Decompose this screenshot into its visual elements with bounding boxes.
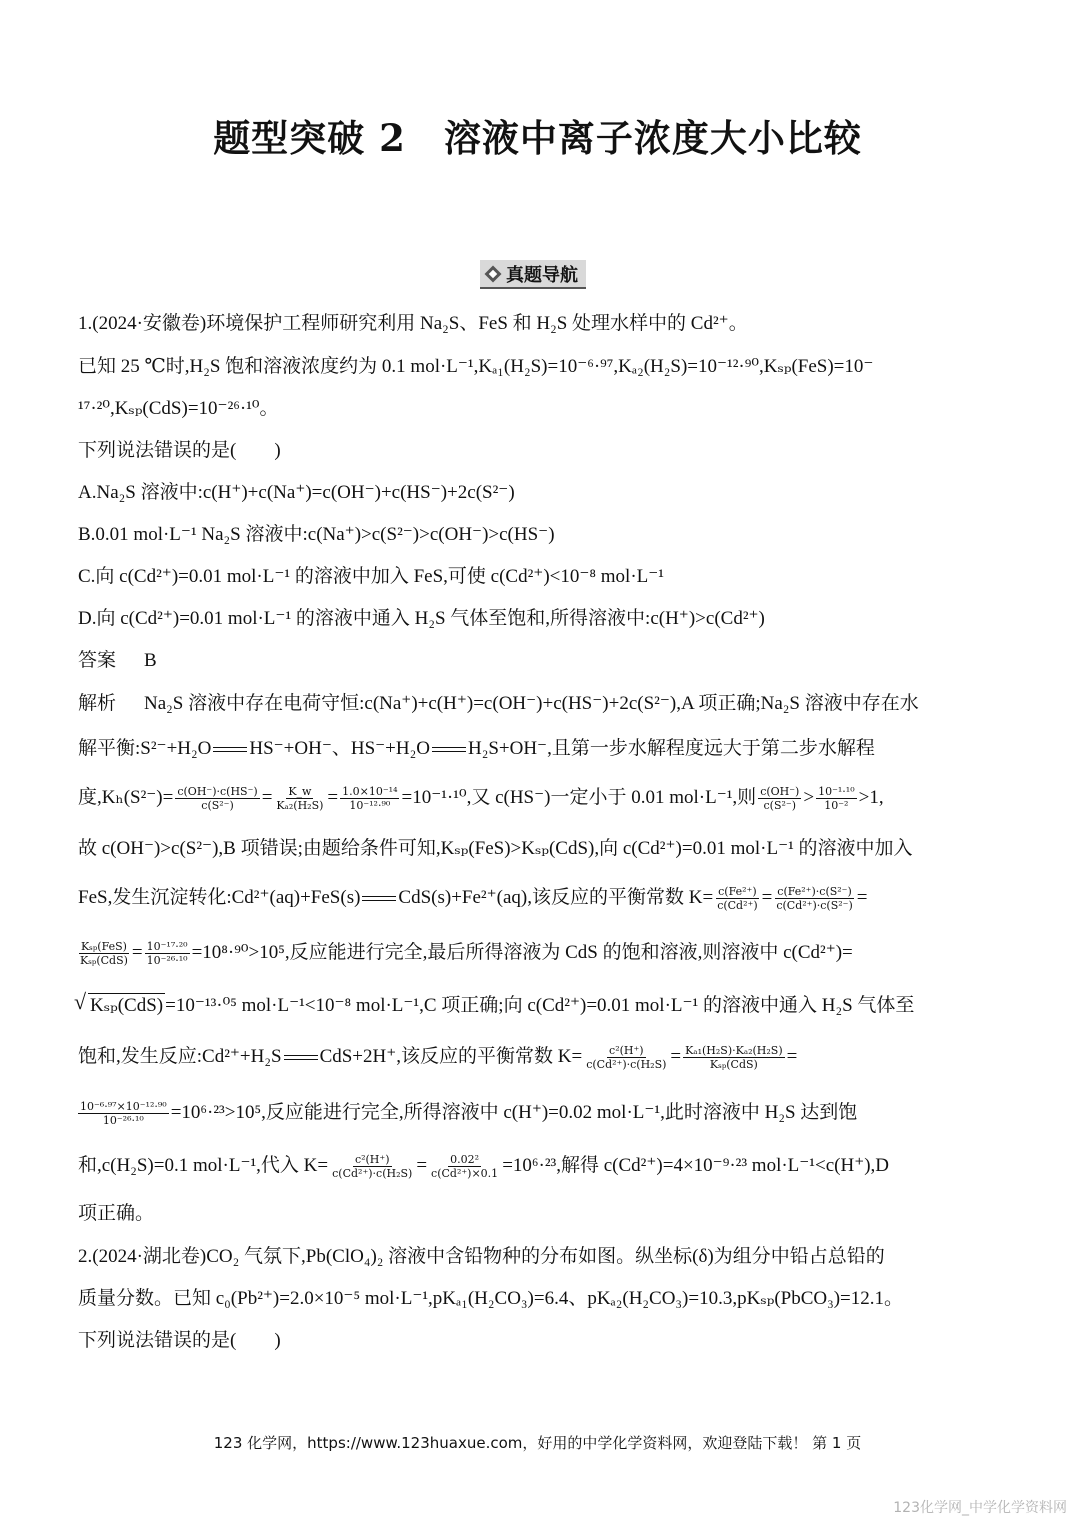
q1-line1: 1.(2024·安徽卷)环境保护工程师研究利用 Na₂S、FeS 和 H₂S 处理水样中的 Cd²⁺。 <box>78 313 748 334</box>
analysis-text: 和,c(H₂S)=0.1 mol·L⁻¹,代入 K= <box>78 1154 329 1176</box>
answer-line <box>78 649 157 673</box>
diamond-icon <box>484 265 502 283</box>
page-footer: 123 化学网，https://www.123huaxue.com，好用的中学化学资料网，欢迎登陆下载！ 第 1 页 <box>213 1434 862 1452</box>
fraction: $\frac{\text{Kₛₚ(FeS)}}{\text{Kₛₚ(CdS)}}$ <box>80 940 128 967</box>
equilibrium-arrow <box>362 895 396 903</box>
analysis-text: 解平衡:S²⁻+H₂O <box>78 738 212 759</box>
q1-line3: ¹⁷·²⁰,Kₛₚ(CdS)=10⁻²⁶·¹⁰。 <box>78 398 279 419</box>
analysis-line-9 <box>78 1100 857 1127</box>
fraction: $\frac{\text{c²(H⁺)}}{\text{c(Cd²⁺)·c(H₂S)}}$ <box>586 1044 667 1071</box>
analysis-line-6: $\frac{\text{Kₛₚ(FeS)}}{\text{Kₛₚ(CdS)}}$ = $\frac{\text{10⁻¹⁷·²⁰}}{\text{10⁻²⁶·¹⁰}}$ =10⁸·⁹⁰>10⁵,反应能进行完全,最后所得溶液为 CdS 的饱和溶液,则溶液中 c(Cd²⁺)= <box>80 940 853 967</box>
analysis-text: =10⁶·²³,解得 c(Cd²⁺)=4×10⁻⁹·²³ mol·L⁻¹<c(H⁺),D <box>502 1154 890 1176</box>
analysis-text-1: Na₂S 溶液中存在电荷守恒:c(Na⁺)+c(H⁺)=c(OH⁻)+c(HS⁻)+2c(S²⁻),A 项正确;Na₂S 溶液中存在水 <box>144 693 919 714</box>
analysis-text: CdS(s)+Fe²⁺(aq),该反应的平衡常数 K= <box>398 886 714 908</box>
fraction: $\frac{\text{1.0×10⁻¹⁴}}{\text{10⁻¹²·⁹⁰}}$ <box>342 785 398 812</box>
analysis-line-4: 故 c(OH⁻)>c(S²⁻),B 项错误;由题给条件可知,Kₛₚ(FeS)>Kₛₚ(CdS),向 c(Cd²⁺)=0.01 mol·L⁻¹ 的溶液中加入 <box>78 838 913 859</box>
fraction: $\frac{\text{10⁻⁶·⁹⁷×10⁻¹²·⁹⁰}}{\text{10⁻²⁶·¹⁰}}$ <box>80 1100 167 1127</box>
watermark: 123化学网_中学化学资料网 <box>893 1500 1067 1516</box>
square-root: √ Kₛₚ(CdS) <box>88 993 165 1018</box>
equilibrium-arrow <box>432 746 466 754</box>
fraction: $\frac{\text{c²(H⁺)}}{\text{c(Cd²⁺)·c(H₂S)}}$ <box>332 1153 413 1180</box>
analysis-line-7 <box>78 993 914 1018</box>
section-badge <box>480 260 586 289</box>
section-badge-label: 真题导航 <box>506 264 578 286</box>
analysis-text: 度,Kₕ(S²⁻)= <box>78 786 174 808</box>
q2-prompt: 下列说法错误的是( ) <box>78 1330 281 1351</box>
analysis-line-5: FeS,发生沉淀转化:Cd²⁺(aq)+FeS(s) CdS(s)+Fe²⁺(aq),该反应的平衡常数 K= $\frac{\text{c(Fe²⁺)}}{\text{c(Cd²⁺)}}$ = $\frac{\text{c(Fe²⁺)·c(S²⁻)}}{\text{c(Cd²⁺)·c(S²⁻)}}$ = <box>78 885 868 912</box>
fraction: $\frac{\text{0.02²}}{\text{c(Cd²⁺)×0.1}}$ <box>431 1153 499 1180</box>
q2-line1: 2.(2024·湖北卷)CO₂ 气氛下,Pb(ClO₄)₂ 溶液中含铅物种的分布如图。纵坐标(δ)为组分中铅占总铅的 <box>78 1246 885 1267</box>
analysis-line-10: 和,c(H₂S)=0.1 mol·L⁻¹,代入 K= $\frac{\text{c²(H⁺)}}{\text{c(Cd²⁺)·c(H₂S)}}$ = $\frac{\text{0.02²}}{\text{c(Cd²⁺)×0.1}}$ =10⁶·²³,解得 c(Cd²⁺)=4×10⁻⁹·²³ mol·L⁻¹<c(H⁺),D <box>78 1153 890 1180</box>
fraction: $\frac{\text{c(Fe²⁺)·c(S²⁻)}}{\text{c(Cd²⁺)·c(S²⁻)}}$ <box>776 885 853 912</box>
q1-prompt: 下列说法错误的是( ) <box>78 440 281 461</box>
analysis-line-8: 饱和,发生反应:Cd²⁺+H₂S CdS+2H⁺,该反应的平衡常数 K= $\frac{\text{c²(H⁺)}}{\text{c(Cd²⁺)·c(H₂S)}}$ = $\frac{\text{Kₐ₁(H₂S)·Kₐ₂(H₂S)}}{\text{Kₛₚ(CdS)}}$ = <box>78 1044 798 1071</box>
q1-line2: 已知 25 ℃时,H₂S 饱和溶液浓度约为 0.1 mol·L⁻¹,Kₐ₁(H₂S)=10⁻⁶·⁹⁷,Kₐ₂(H₂S)=10⁻¹²·⁹⁰,Kₛₚ(FeS)=10⁻ <box>78 356 874 377</box>
analysis-text: >1, <box>858 786 884 808</box>
equilibrium-arrow <box>213 746 247 754</box>
q2-line2: 质量分数。已知 c₀(Pb²⁺)=2.0×10⁻⁵ mol·L⁻¹,pKₐ₁(H₂CO₃)=6.4、pKₐ₂(H₂CO₃)=10.3,pKₛₚ(PbCO₃)=12.1。 <box>78 1288 904 1309</box>
analysis-line-1 <box>78 692 919 716</box>
fraction: $\frac{\text{Kₐ₁(H₂S)·Kₐ₂(H₂S)}}{\text{Kₛₚ(CdS)}}$ <box>685 1044 783 1071</box>
analysis-text: =10⁻¹·¹⁰,又 c(HS⁻)一定小于 0.01 mol·L⁻¹,则 <box>401 786 757 808</box>
fraction: $\frac{c(OH^-)\cdot c(HS^-)}{\text{c(S²⁻)}}$ <box>177 785 258 812</box>
analysis-text: 饱和,发生反应:Cd²⁺+H₂S <box>78 1045 282 1067</box>
analysis-text: HS⁻+OH⁻、HS⁻+H₂O <box>249 738 430 759</box>
analysis-text: =10⁶·²³>10⁵,反应能进行完全,所得溶液中 c(H⁺)=0.02 mol·L⁻¹,此时溶液中 H₂S 达到饱 <box>170 1101 858 1123</box>
answer-label: 答案 <box>78 650 117 671</box>
analysis-text: H₂S+OH⁻,且第一步水解程度远大于第二步水解程 <box>467 738 875 759</box>
analysis-line-3: 度,Kₕ(S²⁻)= $\frac{c(OH^-)\cdot c(HS^-)}{\text{c(S²⁻)}}$ = $\frac{K\_w}{\text{Kₐ₂(H₂S)}}$ = $\frac{\text{1.0×10⁻¹⁴}}{\text{10⁻¹²·⁹⁰}}$ =10⁻¹·¹⁰,又 c(HS⁻)一定小于 0.01 mol·L⁻¹,则 $\frac{c(OH^-)}{\text{c(S²⁻)}}$ > $\frac{\text{10⁻¹·¹⁰}}{\text{10⁻²}}$ >1, <box>78 785 884 812</box>
fraction: $\frac{\text{c(Fe²⁺)}}{\text{c(Cd²⁺)}}$ <box>717 885 758 912</box>
analysis-text: FeS,发生沉淀转化:Cd²⁺(aq)+FeS(s) <box>78 886 361 908</box>
fraction: $\frac{c(OH^-)}{\text{c(S²⁻)}}$ <box>760 785 800 812</box>
analysis-text: =10⁻¹³·⁰⁵ mol·L⁻¹<10⁻⁸ mol·L⁻¹,C 项正确;向 c(Cd²⁺)=0.01 mol·L⁻¹ 的溶液中通入 H₂S 气体至 <box>165 995 915 1016</box>
equilibrium-arrow <box>284 1054 318 1062</box>
option-c: C.向 c(Cd²⁺)=0.01 mol·L⁻¹ 的溶液中加入 FeS,可使 c(Cd²⁺)<10⁻⁸ mol·L⁻¹ <box>78 566 664 587</box>
fraction: $\frac{\text{10⁻¹·¹⁰}}{\text{10⁻²}}$ <box>818 785 855 812</box>
page-title: 题型突破 2 溶液中离子浓度大小比较 <box>213 116 862 160</box>
fraction: $\frac{\text{10⁻¹⁷·²⁰}}{\text{10⁻²⁶·¹⁰}}$ <box>146 940 188 967</box>
option-a: A.Na₂S 溶液中:c(H⁺)+c(Na⁺)=c(OH⁻)+c(HS⁻)+2c(S²⁻) <box>78 482 515 503</box>
fraction: $\frac{K\_w}{\text{Kₐ₂(H₂S)}}$ <box>276 785 324 812</box>
option-d: D.向 c(Cd²⁺)=0.01 mol·L⁻¹ 的溶液中通入 H₂S 气体至饱和,所得溶液中:c(H⁺)>c(Cd²⁺) <box>78 608 765 629</box>
option-b: B.0.01 mol·L⁻¹ Na₂S 溶液中:c(Na⁺)>c(S²⁻)>c(OH⁻)>c(HS⁻) <box>78 524 555 545</box>
analysis-text: =10⁸·⁹⁰>10⁵,反应能进行完全,最后所得溶液为 CdS 的饱和溶液,则溶液中 c(Cd²⁺)= <box>191 941 853 963</box>
analysis-line-11: 项正确。 <box>78 1203 155 1224</box>
analysis-text: CdS+2H⁺,该反应的平衡常数 K= <box>319 1045 583 1067</box>
analysis-label: 解析 <box>78 693 117 714</box>
answer-value: B <box>144 650 157 671</box>
analysis-line-2 <box>78 737 875 761</box>
